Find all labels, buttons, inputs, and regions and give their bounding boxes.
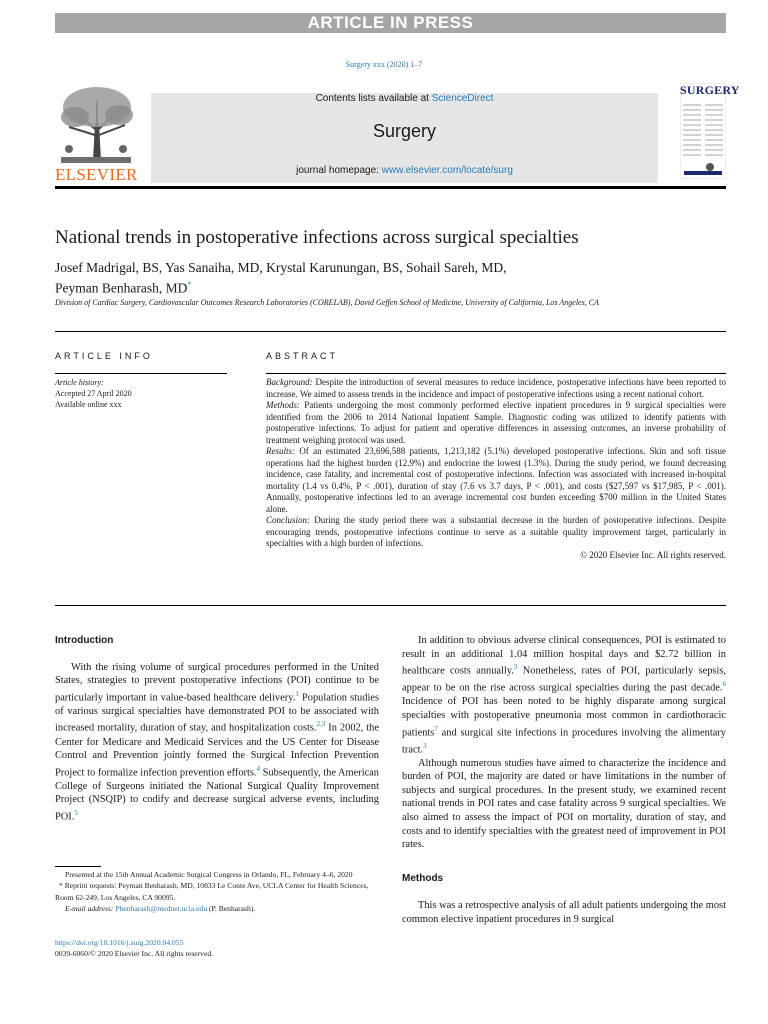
abstract-conclusion: Conclusion: During the study period there was a substantial decrease in the burden of postoperative infections. Despite encouraging trends, postoperative infections continue to serve as a suitable quality improvement target, particularly in specialties with a high burden of infections. xyxy=(266,515,727,548)
journal-homepage-link[interactable]: www.elsevier.com/locate/surg xyxy=(381,165,513,176)
abstract-copyright: © 2020 Elsevier Inc. All rights reserved. xyxy=(580,549,726,560)
body-column-right xyxy=(402,634,726,852)
abstract-background: Background: Despite the introduction of several measures to reduce incidence, postoperative infections have been reported to increase. We aimed to assess trends in the incidence and impact of postoperative infections using a recent national cohort. xyxy=(266,377,727,399)
abstract-results: Results: Of an estimated 23,696,588 patients, 1,213,182 (5.1%) developed postoperative infections. Skin and soft tissue operations had the highest burden (12.9%) and endocrine the lowest (1.3%). During the study period, we found decreasing incidence, case fatality, and incremental cost of postoperative infections. Infection was associated with increased in-hospital mortality (1.4 vs 0.4%, P < .001), duration of stay (7.6 vs 3.7 days, P < .001), and costs ($27,597 vs $17,985, P < .001). Annually, postoperative infections led to an average incremental cost burden exceeding $700 million in the United States alone. xyxy=(266,446,726,514)
abstract-bottom-divider xyxy=(55,605,726,606)
body-paragraph: Although numerous studies have aimed to characterize the incidence and burden of POI, the majority are dated or have limitations in the number of subjects and surgical procedures. In the present study, we examined recent national trends in POI rates and case fatality across 9 surgical specialties. We also aimed to assess the impact of POI on mortality, duration of stay, and costs and to identify specialties with the greatest need of improvement in POI rates. xyxy=(402,757,726,851)
reference-link[interactable]: 1 xyxy=(295,689,299,698)
accepted-date: Accepted 27 April 2020 xyxy=(55,389,132,398)
cover-title: SURGERY xyxy=(680,83,740,97)
journal-title: Surgery xyxy=(372,121,437,141)
doi-link[interactable]: https://doi.org/10.1016/j.surg.2020.04.055 xyxy=(55,938,184,947)
reference-link[interactable]: 5 xyxy=(74,808,78,817)
article-info-heading: ARTICLE INFO xyxy=(55,351,153,361)
article-in-press-banner: ARTICLE IN PRESS xyxy=(55,13,726,33)
issn-line: 0039-6060/© 2020 Elsevier Inc. All rights reserved. xyxy=(55,949,214,958)
contents-available-line: Contents lists available at ScienceDirect xyxy=(315,93,494,104)
introduction-heading: Introduction xyxy=(55,635,114,646)
journal-header-box xyxy=(151,93,658,183)
journal-homepage-line: journal homepage: www.elsevier.com/locate/surg xyxy=(296,165,513,176)
elsevier-wordmark: ELSEVIER xyxy=(55,165,138,184)
abstract-body xyxy=(266,377,726,561)
body-column-left xyxy=(55,634,379,824)
doi-block xyxy=(55,937,379,959)
abstract-divider xyxy=(266,373,726,374)
methods-heading: Methods xyxy=(402,873,444,884)
article-title: National trends in postoperative infections across surgical specialties xyxy=(55,227,579,248)
reference-link[interactable]: 4 xyxy=(256,764,261,773)
article-history: Article history: Accepted 27 April 2020 Available online xxx xyxy=(55,377,227,410)
footnote-divider xyxy=(55,866,101,867)
online-date: Available online xxx xyxy=(55,400,122,409)
header-divider xyxy=(55,331,726,332)
author-affiliation: Division of Cardiac Surgery, Cardiovascular Outcomes Research Laboratories (CORELAB), David Geffen School of Medicine, University of California, Los Angeles, CA xyxy=(55,298,599,307)
article-info-divider xyxy=(55,373,227,374)
reference-link[interactable]: 3 xyxy=(423,741,427,750)
footnotes xyxy=(55,869,379,915)
elsevier-tree-logo[interactable] xyxy=(55,83,138,184)
author-list: Josef Madrigal, BS, Yas Sanaiha, MD, Krystal Karunungan, BS, Sohail Sareh, MD, Peyman Benharash, MD* xyxy=(55,260,507,296)
corresponding-author-link[interactable]: * xyxy=(187,280,192,289)
presented-note: Presented at the 15th Annual Academic Surgical Congress in Orlando, FL, February 4–6, 2020 xyxy=(65,870,353,879)
methods-paragraph: This was a retrospective analysis of all adult patients undergoing the most common elective inpatient procedures in 9 surgical xyxy=(402,900,726,925)
reference-link[interactable]: 7 xyxy=(434,724,438,733)
abstract-methods: Methods: Patients undergoing the most commonly performed elective inpatient procedures in 9 surgical specialties were identified from the 2006 to 2014 National Inpatient Sample. Diagnostic coding was utilized to identify patients with postoperative infections. To adjust for patient and operative differences in assessing outcomes, an inverse probability of treatment weighing protocol was used. xyxy=(266,400,727,445)
journal-cover-thumbnail[interactable] xyxy=(680,83,740,179)
abstract-heading: ABSTRACT xyxy=(266,351,339,361)
reference-link[interactable]: 6 xyxy=(722,680,726,689)
reference-link[interactable]: 2,3 xyxy=(316,720,326,729)
journal-masthead xyxy=(55,83,740,185)
reference-link[interactable]: 3 xyxy=(513,663,518,672)
masthead-divider xyxy=(55,186,726,189)
reprint-note: * Reprint requests: Peyman Benharash, MD, 10833 Le Conte Ave, UCLA Center for Health Sciences, Room 62-249, Los Angeles, CA 90095. xyxy=(55,881,369,902)
email-note: E-mail address: Pbenharash@mednet.ucla.edu (P. Benharash). xyxy=(65,904,256,914)
introduction-paragraph: With the rising volume of surgical procedures performed in the United States, strategies to prevent postoperative infections (POI) continue to be particularly important in value-based healthcare delivery.$^1$ Population studies of various surgical specialties have demonstrated POI to be associated with increased mortality, duration of stay, and hospitalization costs.$^{2,3}$ In 2002, the Center for Medicare and Medicaid Services and the US Center for Disease Control and Prevention jointly formed the Surgical Infection Prevention Project to formalize infection prevention efforts.$^4$ Subsequently, the American College of Surgeons initiated the National Surgical Quality Improvement Project (NSQIP) to codify and decrease surgical adverse events, including POI.$^5$ xyxy=(55,661,379,823)
sciencedirect-link[interactable]: ScienceDirect xyxy=(431,93,494,104)
body-paragraph: In addition to obvious adverse clinical consequences, POI is estimated to result in an additional 1.04 million hospital days and $2.72 billion in healthcare costs annually.$^3$ Nonetheless, rates of POI, particularly sepsis, appear to be on the rise across surgical specialties during the past decade.$^6$ Incidence of POI has been noted to be highly disparate among surgical specialties with postoperative pneumonia most common in cardiothoracic patients$^7$ and surgical site infections in procedures involving the alimentary tract.$^3$ xyxy=(402,635,726,756)
journal-citation-link[interactable]: Surgery xxx (2020) 1–7 xyxy=(345,60,423,69)
email-link[interactable]: Pbenharash@mednet.ucla.edu xyxy=(115,904,208,914)
